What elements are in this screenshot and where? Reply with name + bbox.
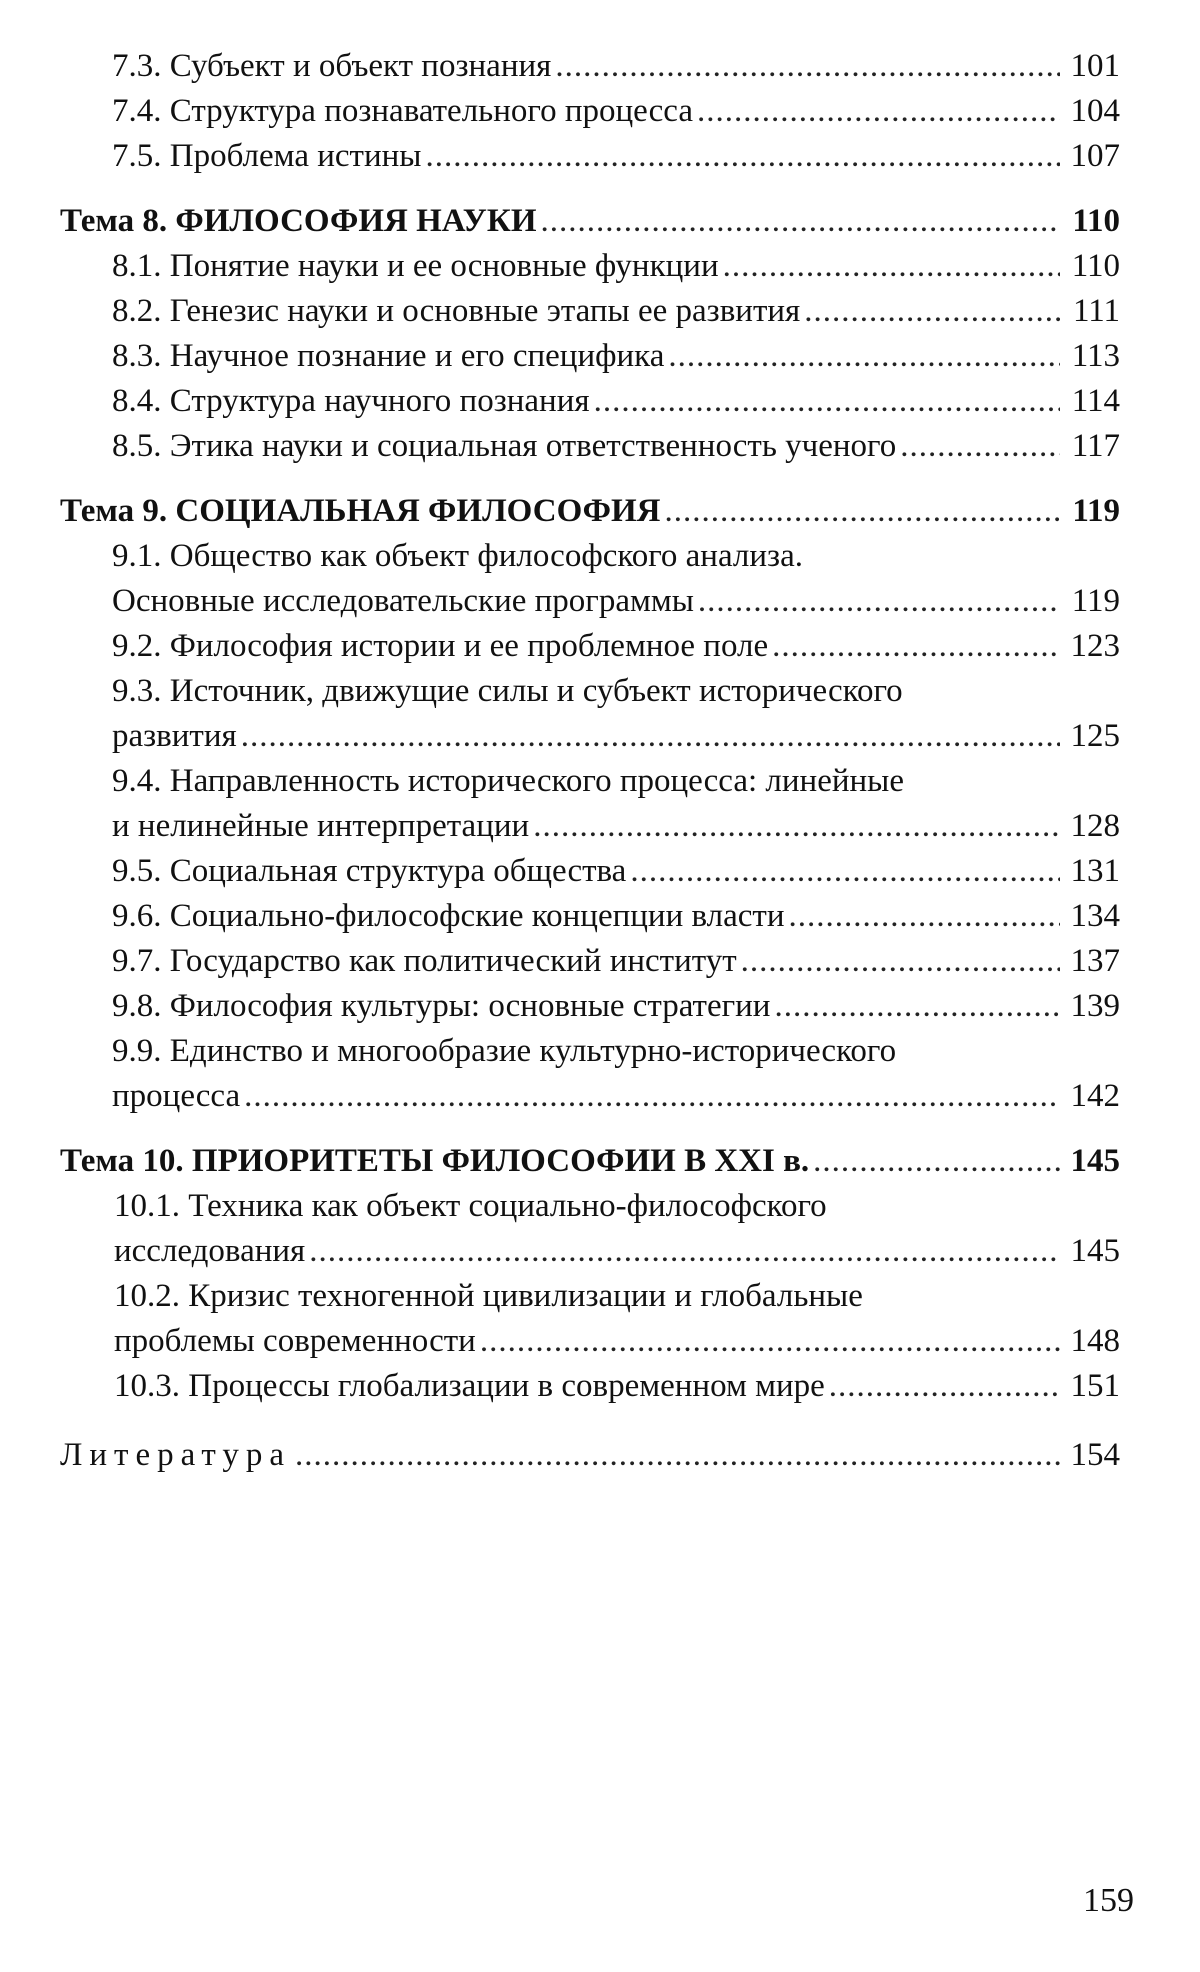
toc-entry-page: 101 [1070,48,1120,84]
toc-entry-page: 145 [1070,1233,1120,1269]
toc-entry-page: 134 [1070,898,1120,934]
toc-entry [60,89,1120,134]
toc-topic-title: Тема 9. СОЦИАЛЬНАЯ ФИЛОСОФИЯ [60,493,661,529]
toc-entry-page: 125 [1070,718,1120,754]
toc-entry-title: Основные исследовательские программы [112,583,694,619]
dot-leader [309,1229,1060,1274]
dot-leader [664,489,1060,534]
dot-leader [425,134,1060,179]
dot-leader [241,714,1060,759]
dot-leader [594,379,1060,424]
dot-leader [772,624,1060,669]
toc-entry-first-line: 10.1. Техника как объект социально-философского [114,1188,827,1224]
dot-leader [480,1319,1060,1364]
dot-leader [774,984,1060,1029]
toc-entry-page: 131 [1070,853,1120,889]
toc-entry [60,134,1120,179]
dot-leader [244,1074,1060,1119]
toc-entry-title: 7.4. Структура познавательного процесса [112,93,693,129]
toc-entry-title: 9.2. Философия истории и ее проблемное поле [112,628,769,664]
toc-topic-title: Тема 8. ФИЛОСОФИЯ НАУКИ [60,203,537,239]
toc-topic-page: 145 [1070,1143,1120,1179]
toc-topic-page: 110 [1072,203,1120,239]
toc-entry [60,334,1120,379]
toc-entry-title: 9.7. Государство как политический институт [112,943,737,979]
toc-entry [60,1319,1120,1364]
table-of-contents [60,44,1120,1478]
toc-entry-page: 113 [1071,338,1120,374]
toc-entry-title: процесса [112,1078,241,1114]
dot-leader [813,1139,1060,1184]
toc-entry-title: 9.6. Социально-философские концепции власти [112,898,785,934]
dot-leader [697,89,1060,134]
toc-topic-page: 119 [1072,493,1120,529]
dot-leader [723,244,1060,289]
toc-entry-title: 8.1. Понятие науки и ее основные функции [112,248,719,284]
toc-literature-page: 154 [1070,1437,1120,1473]
toc-entry [60,424,1120,469]
toc-topic-title: Тема 10. ПРИОРИТЕТЫ ФИЛОСОФИИ В XXI в. [60,1143,810,1179]
toc-entry-first-line: 9.1. Общество как объект философского анализа. [112,538,803,574]
dot-leader [698,579,1060,624]
toc-entry [60,984,1120,1029]
dot-leader [541,199,1061,244]
toc-entry-first-line: 10.2. Кризис техногенной цивилизации и глобальные [114,1278,863,1314]
dot-leader [668,334,1060,379]
toc-entry-page: 107 [1070,138,1120,174]
toc-entry-first-line: 9.4. Направленность исторического процесса: линейные [112,763,904,799]
toc-entry-page: 142 [1070,1078,1120,1114]
toc-entry-page: 110 [1071,248,1120,284]
toc-entry-title: исследования [114,1233,306,1269]
toc-entry-title: 8.3. Научное познание и его специфика [112,338,665,374]
toc-entry [60,289,1120,334]
toc-entry [60,849,1120,894]
toc-entry-title: 8.5. Этика науки и социальная ответственность ученого [112,428,897,464]
toc-entry [60,624,1120,669]
toc-entry-first-line: 9.9. Единство и многообразие культурно-исторического [112,1033,897,1069]
dot-leader [900,424,1060,469]
toc-entry-page: 128 [1070,808,1120,844]
toc-entry-page: 119 [1071,583,1120,619]
toc-entry-title: развития [112,718,237,754]
toc-entry-page: 111 [1072,293,1120,329]
toc-entry [60,714,1120,759]
toc-entry [60,1074,1120,1119]
toc-entry-title: 8.2. Генезис науки и основные этапы ее развития [112,293,801,329]
toc-entry [60,939,1120,984]
toc-entry-title: 8.4. Структура научного познания [112,383,590,419]
toc-entry-title: 9.8. Философия культуры: основные стратегии [112,988,771,1024]
toc-entry-page: 114 [1071,383,1120,419]
toc-entry-title: и нелинейные интерпретации [112,808,530,844]
toc-topic-heading [60,1139,1120,1184]
toc-entry-page: 151 [1070,1368,1120,1404]
toc-literature-title: Литература [60,1437,292,1473]
toc-literature-entry [60,1433,1120,1478]
toc-entry-title: 7.5. Проблема истины [112,138,422,174]
toc-entry-page: 104 [1070,93,1120,129]
toc-entry-page: 139 [1070,988,1120,1024]
dot-leader [533,804,1060,849]
dot-leader [804,289,1060,334]
toc-entry-page: 117 [1071,428,1120,464]
toc-entry-page: 137 [1070,943,1120,979]
toc-entry-title: 7.3. Субъект и объект познания [112,48,552,84]
toc-entry-page: 148 [1070,1323,1120,1359]
toc-entry [60,44,1120,89]
toc-entry-title: 10.3. Процессы глобализации в современном мире [114,1368,825,1404]
toc-topic-heading [60,489,1120,534]
toc-entry-title: проблемы современности [114,1323,476,1359]
toc-entry [60,894,1120,939]
toc-entry [60,379,1120,424]
dot-leader [789,894,1061,939]
toc-entry-first-line: 9.3. Источник, движущие силы и субъект исторического [112,673,903,709]
toc-entry-title: 9.5. Социальная структура общества [112,853,627,889]
dot-leader [630,849,1060,894]
dot-leader [829,1364,1060,1409]
dot-leader [741,939,1060,984]
toc-entry [60,244,1120,289]
toc-entry [60,579,1120,624]
toc-entry [60,1364,1120,1409]
page-number: 159 [1083,1882,1134,1919]
toc-entry [60,1229,1120,1274]
dot-leader [555,44,1060,89]
toc-entry-page: 123 [1070,628,1120,664]
toc-entry [60,804,1120,849]
dot-leader [295,1433,1060,1478]
toc-topic-heading [60,199,1120,244]
